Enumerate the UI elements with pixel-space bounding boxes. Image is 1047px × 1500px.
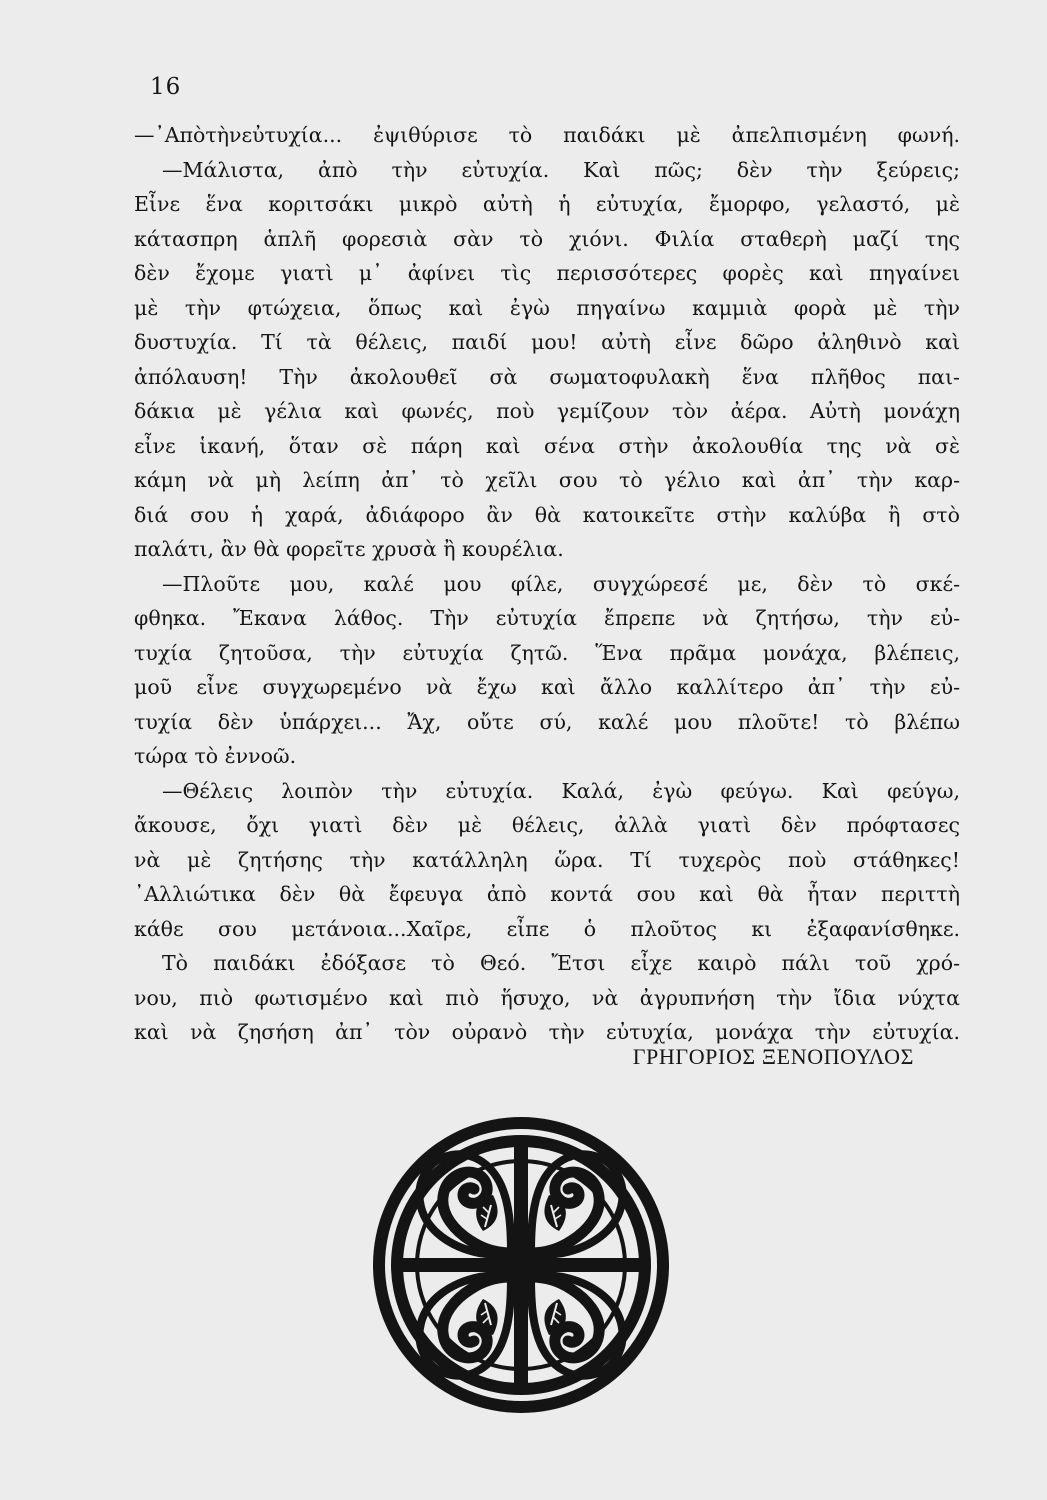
text-line: Τὸ παιδάκι ἐδόξασε τὸ Θεό. Ἔτσι εἶχε καιρὸ πάλι τοῦ χρό- — [162, 951, 960, 975]
author-signature: ΓΡΗΓΟΡΙΟΣ ΞΕΝΟΠΟΥΛΟΣ — [632, 1044, 914, 1069]
text-line: διά σου ἡ χαρά, ἀδιάφορο ἂν θὰ κατοικεῖτε στὴν καλύβα ἢ στὸ — [134, 502, 960, 527]
text-line: δυστυχία. Τί τὰ θέλεις, παιδί μου! αὐτὴ εἶνε δῶρο ἀληθινὸ καὶ — [134, 330, 960, 354]
text-line: κάτασπρη ἁπλῆ φορεσιὰ σὰν τὸ χιόνι. Φιλία σταθερὴ μαζί της — [134, 226, 960, 251]
text-line: μοῦ εἶνε συγχωρεμένο νὰ ἔχω καὶ ἄλλο καλλίτερο ἀπ᾽ τὴν εὐ- — [134, 675, 960, 699]
text-line: δάκια μὲ γέλια καὶ φωνές, ποὺ γεμίζουν τὸν ἀέρα. Αὐτὴ μονάχη — [134, 399, 960, 423]
story-text — [134, 118, 960, 1050]
text-line: Εἶνε ἕνα κοριτσάκι μικρὸ αὐτὴ ἡ εὐτυχία, ἔμορφο, γελαστό, μὲ — [134, 192, 960, 216]
text-line: —Μάλιστα, ἀπὸ τὴν εὐτυχία. Καὶ πῶς; δὲν τὴν ξεύρεις; — [162, 157, 960, 182]
text-line: παλάτι, ἂν θὰ φορεῖτε χρυσὰ ἢ κουρέλια. — [134, 537, 564, 561]
text-line: ἄκουσε, ὄχι γιατὶ δὲν μὲ θέλεις, ἀλλὰ γιατὶ δὲν πρόφτασες — [134, 813, 960, 837]
text-line: —Θέλεις λοιπὸν τὴν εὐτυχία. Καλά, ἐγὼ φεύγω. Καὶ φεύγω, — [162, 778, 960, 803]
circular-cross-ornament — [371, 1115, 671, 1415]
text-line: εἶνε ἱκανή, ὅταν σὲ πάρη καὶ σένα στὴν ἀκολουθία της νὰ σὲ — [134, 433, 960, 458]
text-line: ᾽Αλλιώτικα δὲν θὰ ἔφευγα ἀπὸ κοντά σου καὶ θὰ ἦταν περιττὴ — [134, 882, 960, 906]
text-line: τυχία ζητοῦσα, τὴν εὐτυχία ζητῶ. Ἕνα πρᾶμα μονάχα, βλέπεις, — [134, 640, 960, 665]
text-line: τώρα τὸ ἐννοῶ. — [134, 744, 297, 768]
text-line: νὰ μὲ ζητήσης τὴν κατάλληλη ὥρα. Τί τυχερὸς ποὺ στάθηκες! — [134, 847, 960, 872]
text-line: —᾽Απὸτὴνεὐτυχία... ἐψιθύρισε τὸ παιδάκι μὲ ἀπελπισμένη φωνή. — [134, 123, 960, 147]
text-line: μὲ τὴν φτώχεια, ὅπως καὶ ἐγὼ πηγαίνω καμμιὰ φορὰ μὲ τὴν — [134, 295, 960, 320]
text-line: ἀπόλαυση! Τὴν ἀκολουθεῖ σὰ σωματοφυλακὴ ἕνα πλῆθος παι- — [134, 364, 960, 389]
text-line: τυχία δὲν ὑπάρχει... Ἄχ, οὔτε σύ, καλέ μου πλοῦτε! τὸ βλέπω — [134, 709, 960, 734]
text-line: φθηκα. Ἔκανα λάθος. Τὴν εὐτυχία ἔπρεπε νὰ ζητήσω, τὴν εὐ- — [134, 606, 960, 630]
text-line: καὶ νὰ ζησήση ἀπ᾽ τὸν οὐρανὸ τὴν εὐτυχία, μονάχα τὴν εὐτυχία. — [134, 1020, 960, 1044]
text-line: νου, πιὸ φωτισμένο καὶ πιὸ ἥσυχο, νὰ ἀγρυπνήση τὴν ἴδια νύχτα — [134, 985, 960, 1010]
text-line: —Πλοῦτε μου, καλέ μου φίλε, συγχώρεσέ με, δὲν τὸ σκέ- — [162, 571, 960, 596]
page-number: 16 — [150, 74, 182, 100]
text-line: δὲν ἔχομε γιατὶ μ᾽ ἀφίνει τὶς περισσότερες φορὲς καὶ πηγαίνει — [134, 261, 960, 285]
text-line: κάμη νὰ μὴ λείπη ἀπ᾽ τὸ χεῖλι σου τὸ γέλιο καὶ ἀπ᾽ τὴν καρ- — [134, 468, 960, 492]
text-line: κάθε σου μετάνοια...Χαῖρε, εἶπε ὁ πλοῦτος κι ἐξαφανίσθηκε. — [134, 916, 960, 941]
